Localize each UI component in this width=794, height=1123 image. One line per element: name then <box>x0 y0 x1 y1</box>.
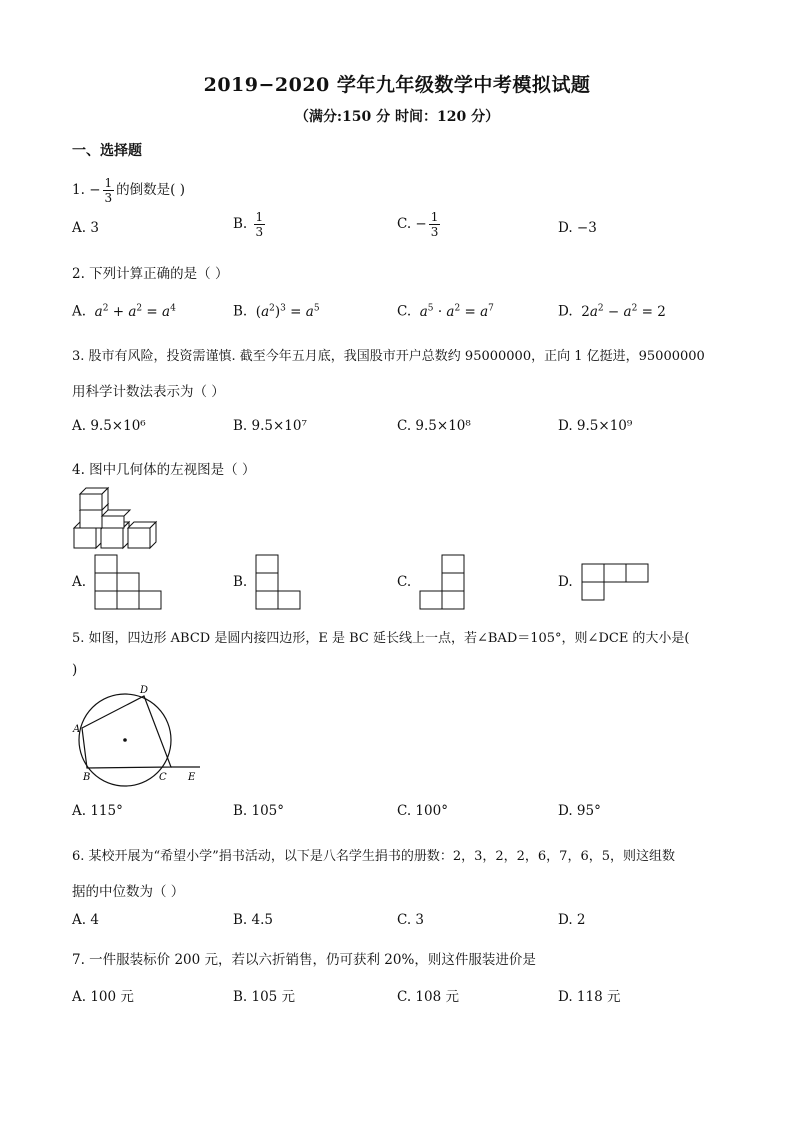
question-1 <box>72 176 185 205</box>
q4-option-c: C. <box>397 574 412 590</box>
q5-option-d: D. 95° <box>558 803 601 819</box>
q4-option-b: B. <box>233 574 248 590</box>
q1-option-d: D. −3 <box>558 220 597 236</box>
question-3-line-1: 3. 股市有风险，投资需谨慎. 截至今年五月底，我国股市开户总数约 95000000，正向 1 亿挺进，95000000 <box>72 349 705 364</box>
fraction-denominator: 3 <box>104 191 113 205</box>
page-subtitle: （满分:150 分 时间：120 分） <box>294 109 500 125</box>
q3-option-d: D. 9.5×10⁹ <box>558 418 633 434</box>
q3-option-a: A. 9.5×10⁶ <box>72 418 146 434</box>
q5-option-a: A. 115° <box>72 803 123 819</box>
question-1-number: 1. <box>72 182 85 198</box>
q2-option-a-label: A. <box>72 303 87 320</box>
q4-option-a-view <box>94 554 166 610</box>
q3-option-b: B. 9.5×10⁷ <box>233 418 307 434</box>
question-5-line-2: ) <box>72 662 78 678</box>
q6-option-b: B. 4.5 <box>233 912 273 928</box>
question-4: 4. 图中几何体的左视图是（ ） <box>72 462 256 478</box>
q2-option-b <box>233 303 320 320</box>
q2-option-d-label: D. <box>558 303 573 320</box>
label-e: E <box>188 772 196 783</box>
question-2: 2. 下列计算正确的是（ ） <box>72 266 229 282</box>
q1-option-c <box>397 210 442 239</box>
fraction-numerator: 1 <box>104 176 113 190</box>
question-5-line-1: 5. 如图，四边形 ABCD 是圆内接四边形，E 是 BC 延长线上一点，若∠BAD＝105°，则∠DCE 的大小是( <box>72 631 690 646</box>
fraction-numerator: 1 <box>255 210 264 224</box>
fraction-denominator: 3 <box>430 225 439 239</box>
question-1-fraction <box>103 176 115 205</box>
q4-option-b-view <box>255 554 305 610</box>
section-heading: 一、选择题 <box>72 143 142 159</box>
q3-option-c: C. 9.5×10⁸ <box>397 418 471 434</box>
q1-option-c-fraction <box>429 210 441 239</box>
q7-option-b: B. 105 元 <box>233 989 296 1005</box>
q4-option-a: A. <box>72 574 87 590</box>
q2-option-d <box>558 303 666 320</box>
q2-option-a <box>72 303 176 320</box>
q1-option-a: A. 3 <box>72 220 99 236</box>
q5-option-c: C. 100° <box>397 803 448 819</box>
q2-option-c <box>397 303 494 320</box>
question-3-line-2: 用科学计数法表示为（ ） <box>72 384 225 400</box>
q7-option-a: A. 100 元 <box>72 989 134 1005</box>
q6-option-d: D. 2 <box>558 912 586 928</box>
question-7: 7. 一件服装标价 200 元，若以六折销售，仍可获利 20%，则这件服装进价是 <box>72 952 536 968</box>
cyclic-quadrilateral-figure <box>70 684 210 784</box>
q1-option-b <box>233 210 267 239</box>
q4-option-d: D. <box>558 574 573 590</box>
q1-option-c-label: C. − <box>397 216 427 232</box>
page-title: 2019−2020 学年九年级数学中考模拟试题 <box>203 74 591 96</box>
fraction-numerator: 1 <box>430 210 439 224</box>
question-6-line-1: 6. 某校开展为“希望小学”捐书活动，以下是八名学生捐书的册数：2，3，2，2，6，7，6，5，则这组数 <box>72 849 675 864</box>
q7-option-c: C. 108 元 <box>397 989 459 1005</box>
q1-option-b-label: B. <box>233 216 248 232</box>
q6-option-a: A. 4 <box>72 912 99 928</box>
q2-option-b-formula: $(a^2)^3 = a^5$ <box>251 303 320 320</box>
label-a: A <box>73 724 81 735</box>
circle-center <box>123 738 127 742</box>
cube-stack-figure <box>72 488 162 552</box>
label-c: C <box>159 772 167 783</box>
q4-option-c-view <box>419 554 469 610</box>
fraction-denominator: 3 <box>255 225 264 239</box>
q6-option-c: C. 3 <box>397 912 425 928</box>
q2-option-c-formula: $a^5 \cdot a^2 = a^7$ <box>419 303 494 320</box>
label-d: D <box>140 685 149 696</box>
q2-option-d-formula: $2a^2 - a^2 = 2$ <box>576 303 666 320</box>
q5-option-b: B. 105° <box>233 803 285 819</box>
q2-option-a-formula: $a^2 + a^2 = a^4$ <box>94 303 176 320</box>
question-1-text: 的倒数是( ) <box>116 182 185 198</box>
q7-option-d: D. 118 元 <box>558 989 621 1005</box>
q2-option-b-label: B. <box>233 303 248 320</box>
q4-option-d-view <box>581 563 653 603</box>
question-1-minus: − <box>89 182 101 198</box>
q2-option-c-label: C. <box>397 303 412 320</box>
q1-option-b-fraction <box>254 210 266 239</box>
question-6-line-2: 据的中位数为（ ） <box>72 884 185 900</box>
label-b: B <box>83 772 91 783</box>
